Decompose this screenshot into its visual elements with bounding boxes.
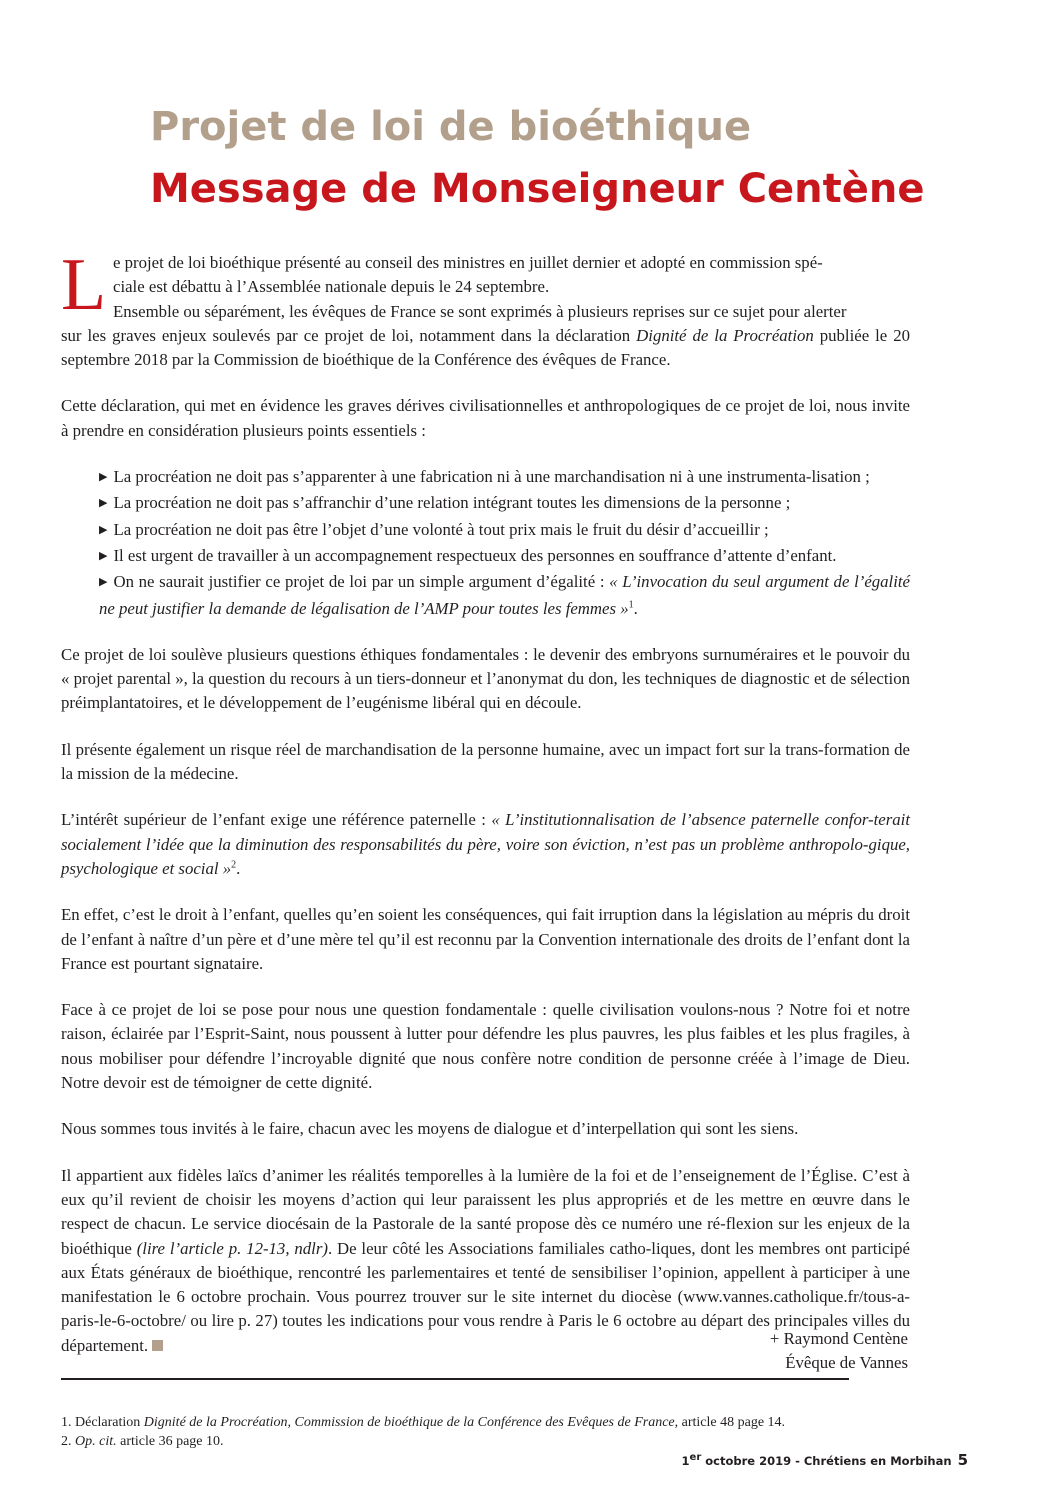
bullet-text: La procréation ne doit pas s’affranchir d’une relation intégrant toutes les dimensions de la personne ; [113,493,791,513]
footnote-2-italic: Op. cit. [75,1434,117,1449]
drop-cap: L [61,244,107,326]
footnote-1 [61,1413,785,1432]
paragraph-6: En effet, c’est le droit à l’enfant, quelles qu’en soient les conséquences, qui fait irruption dans la législation au mépris du droit de l’enfant à naître d’un père et d’une mère tel qu’il est reconnu par la Convention internationale des droits de l’enfant dont la France est pourtant signataire. [61,905,910,973]
p9-text-a: Il appartient aux fidèles laïcs d’animer les réalités temporelles à la lumière de la foi et de l’enseignement de l’Église. C’est à eux qu’il revient de choisir les moyens d’action qui leur paraissent les plus appropriés et de les mettre en œuvre dans le respect de chacun. Le service diocésain de la Pastorale de la santé propose dès ce numéro une ré-flexion sur les enjeux de la bioéthique [61,1165,910,1258]
paragraph-2: Cette déclaration, qui met en évidence les graves dérives civilisationnelles et anthropologiques de ce projet de loi, nous invite à prendre en considération plusieurs points essentiels : [61,396,910,440]
bullet-text: Il est urgent de travailler à un accompagnement respectueux des personnes en souffrance d’attente d’enfant. [113,545,837,565]
intro-rest-b: publiée le 20 septembre 2018 par la Commission de bioéthique de la Conférence des évêques de France. [61,325,910,370]
footnote-1-end: , article 48 page 14. [674,1415,786,1430]
list-item [99,518,910,544]
footer-publication: octobre 2019 - Chrétiens en Morbihan [701,1454,952,1468]
bullet-end: . [633,598,638,618]
article-body [61,244,910,1380]
footnote-2-end: article 36 page 10. [116,1434,224,1449]
footnote-1-italic: Dignité de la Procréation, Commission de bioéthique de la Conférence des Evêques de France [143,1415,675,1430]
footnote-ref-1: 1 [628,598,634,610]
intro-rest-italic: Dignité de la Procréation [636,325,814,345]
triangle-right-icon: ▶ [99,497,108,510]
intro-line-2: ciale est débattu à l’Assemblée nationale depuis le 24 septembre. [113,277,550,297]
footnote-2-text: 2. [61,1434,75,1449]
footnote-ref-2: 2 [231,859,237,871]
paragraph-8: Nous sommes tous invités à le faire, chacun avec les moyens de dialogue et d’interpellation qui sont les siens. [61,1119,799,1139]
p9-italic: (lire l’article p. 12-13, ndlr) [136,1238,328,1258]
list-item [99,570,910,621]
list-item [99,491,910,517]
triangle-right-icon: ▶ [99,549,108,562]
page-subtitle: Message de Monseigneur Centène [150,166,925,212]
page-footer [682,1451,968,1469]
paragraph-intro [61,244,910,372]
signature [770,1327,908,1375]
paragraph-3: Ce projet de loi soulève plusieurs questions éthiques fondamentales : le devenir des embryons surnuméraires et le pouvoir du « projet parental », la question du recours à un tiers-donneur et l’anonymat du don, les techniques de diagnostic et de sélection préimplantatoires, et le développement de l’eugénisme libéral qui en découle. [61,644,910,713]
intro-line-3: Ensemble ou séparément, les évêques de France se sont exprimés à plusieurs reprises sur ce sujet pour alerter [113,301,847,321]
footnote-2 [61,1432,785,1451]
triangle-right-icon: ▶ [99,523,108,536]
bullet-list [99,465,910,621]
paragraph-7: Face à ce projet de loi se pose pour nous une question fondamentale : quelle civilisation voulons-nous ? Notre foi et notre raison, éclairée par l’Esprit-Saint, nous poussent à lutter pour défendre les plus pauvres, les plus faibles et les plus fragiles, à nous mobiliser pour défendre l’incroyable dignité que nous confère notre condition de personne créée à l’image de Dieu. Notre devoir est de témoigner de cette dignité. [61,1000,910,1093]
signature-role: Évêque de Vannes [785,1353,908,1372]
bullet-text: La procréation ne doit pas être l’objet d’une volonté à tout prix mais le fruit du désir d’accueillir ; [113,519,769,539]
footer-date-sup: er [689,1452,702,1464]
list-item [99,465,910,491]
footnote-1-text: 1. Déclaration [61,1415,144,1430]
p9-text-b: . De leur côté les Associations familiales catho-liques, dont les membres ont participé aux États généraux de bioéthique, rencontré les parlementaires et tenté de sensibiliser l’opinion, appellent à participer à une manifestation le 6 octobre prochain. Vous pourrez trouver sur le site internet du diocèse (www.vannes.catholique.fr/tous-a-paris-le-6-octobre/ ou lire p. 27) toutes les indications pour vous rendre à Paris le 6 octobre au départ des principales villes du département. [61,1238,910,1355]
list-item [99,544,910,570]
bullet-quote: « L’invocation du seul argument de l’égalité ne peut justifier la demande de légalisation de l’AMP pour toutes les femmes » [99,572,910,618]
page-number: 5 [957,1451,968,1469]
intro-rest-a: sur les graves enjeux soulevés par ce projet de loi, notamment dans la déclaration [61,325,637,345]
bullet-text: La procréation ne doit pas s’apparenter à une fabrication ni à une marchandisation ni à une instrumenta-lisation ; [113,467,870,487]
intro-line-1: e projet de loi bioéthique présenté au conseil des ministres en juillet dernier et adopté en commission spé- [113,253,823,272]
p5-text: L’intérêt supérieur de l’enfant exige une référence paternelle : [61,810,492,830]
bullet-text: On ne saurait justifier ce projet de loi par un simple argument d’égalité : [113,572,610,592]
footnotes [61,1413,785,1451]
p5-quote: « L’institutionnalisation de l’absence paternelle confor-terait socialement l’idée que la diminution des responsabilités du père, voire son éviction, n’est pas un problème anthropolo-gique, psychologique et social » [61,810,910,878]
footnote-divider [61,1378,849,1380]
triangle-right-icon: ▶ [99,576,108,589]
triangle-right-icon: ▶ [99,471,108,484]
paragraph-4: Il présente également un risque réel de marchandisation de la personne humaine, avec un impact fort sur la trans-formation de la mission de la médecine. [61,739,910,784]
paragraph-5 [61,808,910,881]
signature-name: + Raymond Centène [769,1329,908,1348]
page-title: Projet de loi de bioéthique [150,104,752,150]
end-square-icon [152,1340,163,1351]
p5-end: . [236,858,241,878]
footer-date-day: 1 [681,1454,690,1468]
